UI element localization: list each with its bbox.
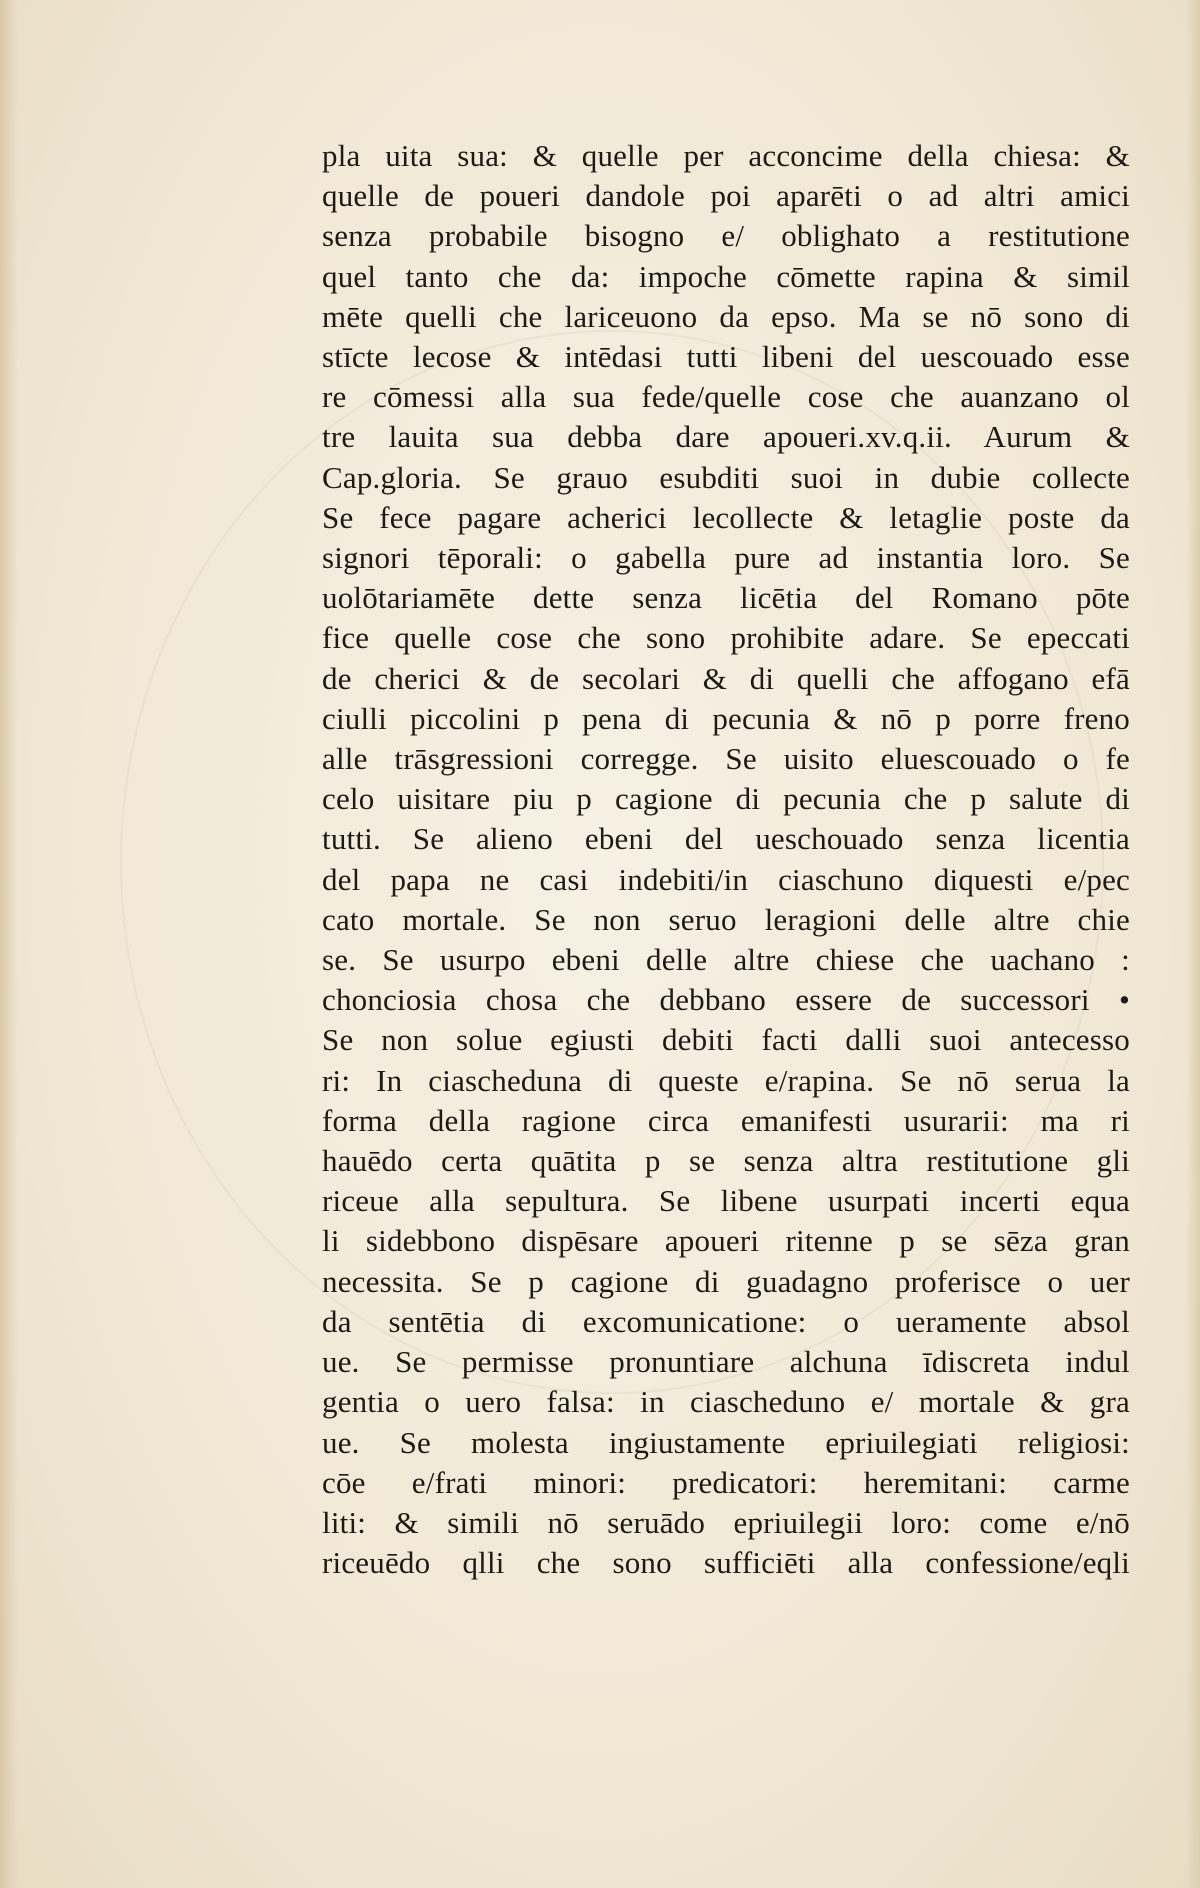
text-line: Cap.gloria. Se grauo esubditi suoi in dubie collecte: [322, 459, 1130, 495]
text-line: chonciosia chosa che debbano essere de successori •: [322, 982, 1130, 1018]
text-line: tre lauita sua debba dare apoueri.xv.q.ii. Aurum &: [322, 419, 1130, 455]
text-line: fice quelle cose che sono prohibite adare. Se epeccati: [322, 620, 1130, 656]
text-line: se. Se usurpo ebeni delle altre chiese che uachano :: [322, 942, 1130, 978]
page-right-edge: [1186, 0, 1200, 1888]
text-line: alle trāsgressioni corregge. Se uisito eluescouado o fe: [322, 741, 1130, 777]
text-line: uolōtariamēte dette senza licētia del Romano pōte: [322, 580, 1130, 616]
text-line: ue. Se permisse pronuntiare alchuna īdiscreta indul: [322, 1344, 1130, 1380]
text-line: li sidebbono dispēsare apoueri ritenne p se sēza gran: [322, 1223, 1130, 1259]
text-line: cōe e/frati minori: predicatori: heremitani: carme: [322, 1464, 1130, 1500]
text-line: mēte quelli che lariceuono da epso. Ma se nō sono di: [322, 298, 1130, 334]
text-line: forma della ragione circa emanifesti usurarii: ma ri: [322, 1102, 1130, 1138]
page-left-edge: [0, 0, 18, 1888]
text-line: de cherici & de secolari & di quelli che affogano efā: [322, 660, 1130, 696]
text-line: cato mortale. Se non seruo leragioni delle altre chie: [322, 901, 1130, 937]
text-line: riceuēdo qlli che sono sufficiēti alla confessione/eqli: [322, 1545, 1130, 1581]
text-line: pla uita sua: & quelle per acconcime della chiesa: &: [322, 138, 1130, 173]
text-line: senza probabile bisogno e/ oblighato a restitutione: [322, 218, 1130, 254]
text-line: ciulli piccolini p pena di pecunia & nō p porre freno: [322, 700, 1130, 736]
text-line: da sentētia di excomunicatione: o ueramente absol: [322, 1303, 1130, 1339]
text-line: signori tēporali: o gabella pure ad instantia loro. Se: [322, 540, 1130, 576]
text-line: celo uisitare piu p cagione di pecunia che p salute di: [322, 781, 1130, 817]
text-line: del papa ne casi indebiti/in ciaschuno diquesti e/pec: [322, 861, 1130, 897]
text-line: necessita. Se p cagione di guadagno proferisce o uer: [322, 1263, 1130, 1299]
text-line: liti: & simili nō seruādo epriuilegii loro: come e/nō: [322, 1504, 1130, 1540]
text-line: Se non solue egiusti debiti facti dalli suoi antecesso: [322, 1022, 1130, 1058]
text-line: Se fece pagare acherici lecollecte & letaglie poste da: [322, 499, 1130, 535]
text-column: [322, 136, 1130, 1583]
text-line: riceue alla sepultura. Se libene usurpati incerti equa: [322, 1183, 1130, 1219]
text-line: tutti. Se alieno ebeni del ueschouado senza licentia: [322, 821, 1130, 857]
text-line: re cōmessi alla sua fede/quelle cose che auanzano ol: [322, 379, 1130, 415]
text-line: ri: In ciascheduna di queste e/rapina. Se nō serua la: [322, 1062, 1130, 1098]
text-line: hauēdo certa quātita p se senza altra restitutione gli: [322, 1143, 1130, 1179]
text-line: gentia o uero falsa: in ciascheduno e/ mortale & gra: [322, 1384, 1130, 1420]
text-line: ue. Se molesta ingiustamente epriuilegiati religiosi:: [322, 1424, 1130, 1460]
text-line: quelle de poueri dandole poi aparēti o ad altri amici: [322, 178, 1130, 214]
text-line: stīcte lecose & intēdasi tutti libeni del uescouado esse: [322, 339, 1130, 375]
text-line: quel tanto che da: impoche cōmette rapina & simil: [322, 258, 1130, 294]
